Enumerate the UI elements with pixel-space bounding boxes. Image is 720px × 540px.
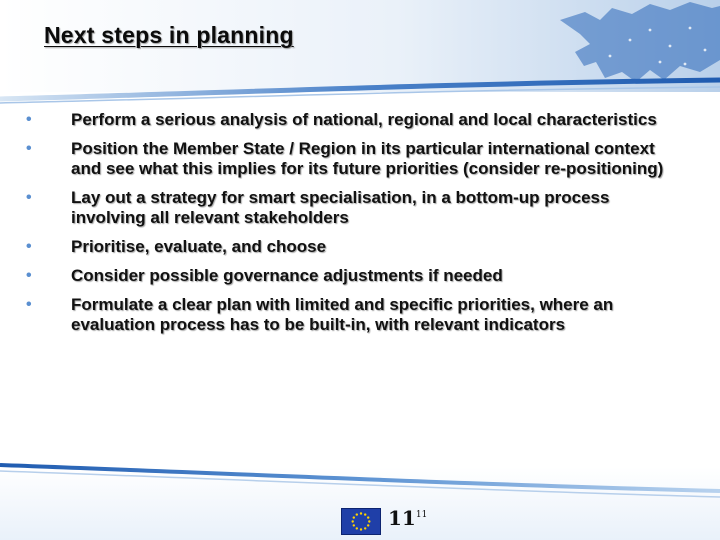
- eu-flag-icon: [341, 508, 381, 535]
- bullet-marker: •: [26, 267, 32, 284]
- header-band: [0, 0, 720, 105]
- bullet-text: Prioritise, evaluate, and choose: [71, 237, 327, 256]
- bullet-text: Position the Member State / Region in its particular international context and see what this implies for its future priorities (consider re-positioning): [71, 139, 664, 178]
- bullet-item: [26, 237, 666, 257]
- page-number-sup: 11: [415, 510, 428, 520]
- bullet-text: Consider possible governance adjustments if needed: [71, 266, 503, 285]
- bullet-text: Perform a serious analysis of national, regional and local characteristics: [71, 110, 657, 129]
- bullet-marker: •: [26, 140, 32, 157]
- bullet-item: [26, 139, 666, 179]
- page-number: [388, 506, 427, 530]
- bullet-item: [26, 188, 666, 228]
- bullet-marker: •: [26, 238, 32, 255]
- bullet-marker: •: [26, 111, 32, 128]
- slide-title: Next steps in planning: [44, 22, 294, 48]
- page-number-main: 11: [388, 506, 416, 530]
- bullet-item: [26, 295, 666, 335]
- bullet-list: [26, 110, 666, 344]
- bullet-text: Formulate a clear plan with limited and specific priorities, where an evaluation process has to be built-in, with relevant indicators: [71, 295, 614, 334]
- bullet-text: Lay out a strategy for smart specialisation, in a bottom-up process involving all relevant stakeholders: [71, 188, 610, 227]
- bullet-marker: •: [26, 296, 32, 313]
- bullet-item: [26, 266, 666, 286]
- bullet-marker: •: [26, 189, 32, 206]
- bullet-item: [26, 110, 666, 130]
